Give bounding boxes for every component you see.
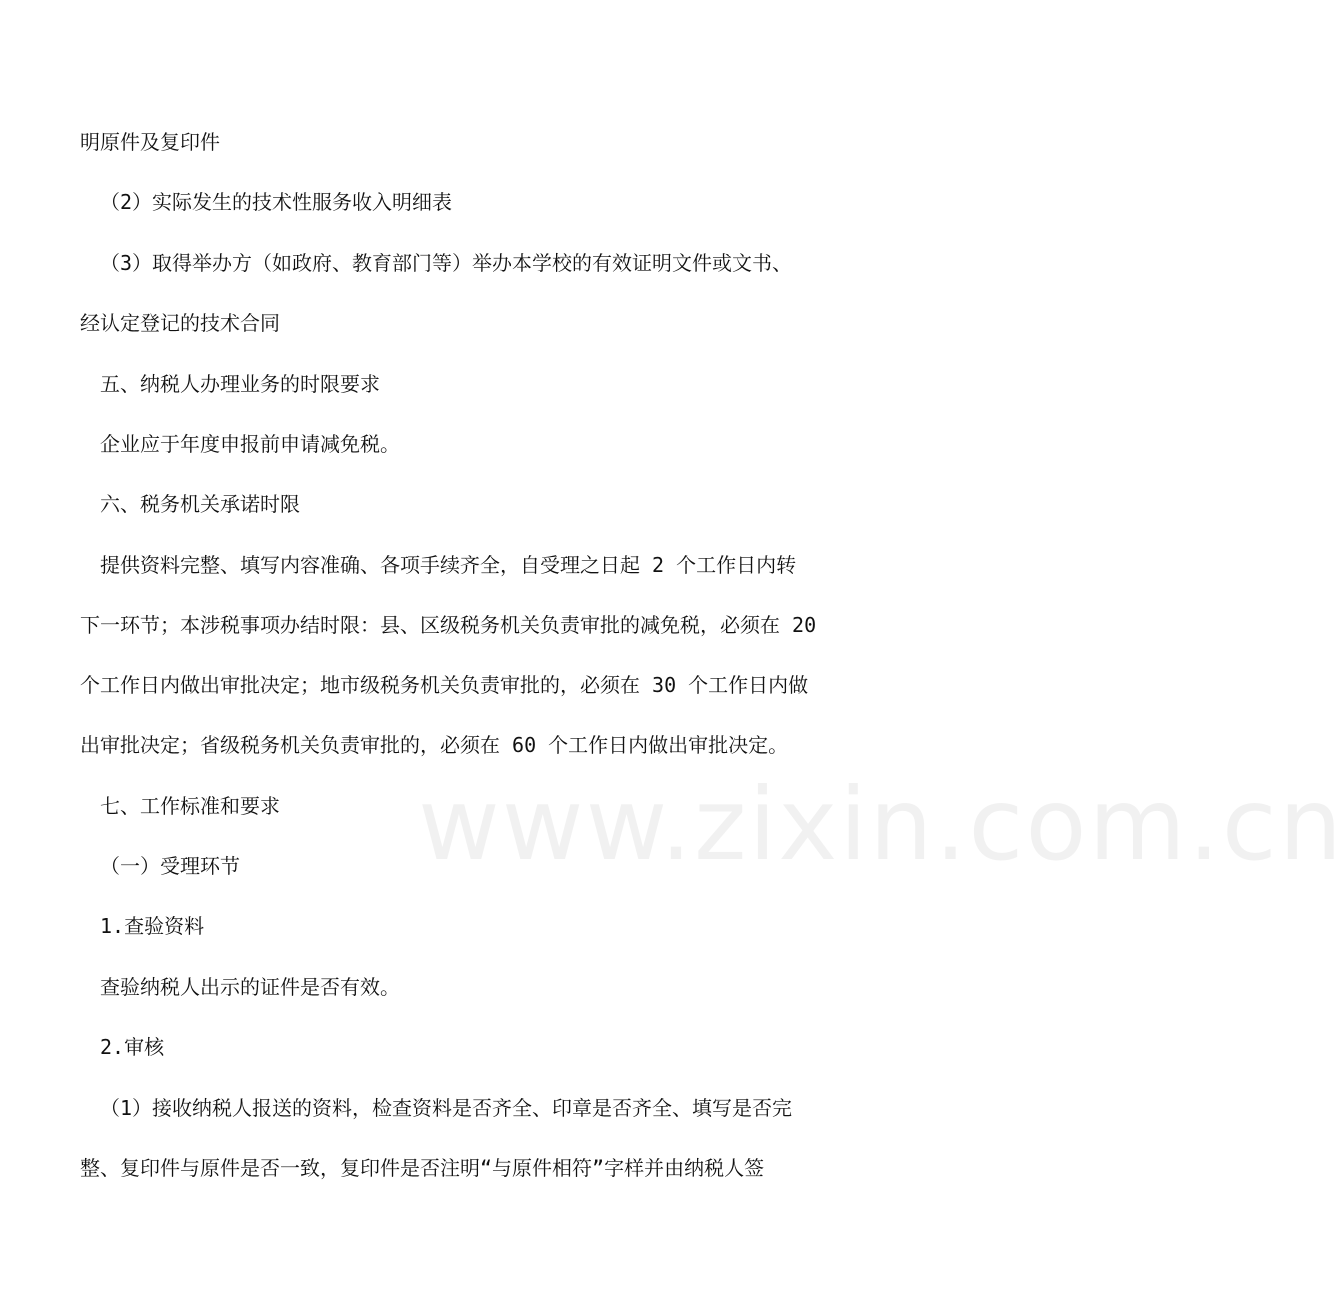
text-line: 明原件及复印件 [80,130,220,154]
item-heading: 2.审核 [100,1035,165,1059]
text-line: 企业应于年度申报前申请减免税。 [100,432,400,456]
subsection-heading: （一）受理环节 [100,854,240,878]
text-line: 整、复印件与原件是否一致，复印件是否注明“与原件相符”字样并由纳税人签 [80,1156,765,1180]
text-line: 提供资料完整、填写内容准确、各项手续齐全，自受理之日起 2 个工作日内转 [100,553,797,577]
section-heading: 五、纳税人办理业务的时限要求 [100,372,380,396]
item-heading: 1.查验资料 [100,914,205,938]
watermark: www.zixin.com.cn [418,766,1344,883]
text-line: （1）接收纳税人报送的资料，检查资料是否齐全、印章是否齐全、填写是否完 [100,1096,793,1120]
text-line: （2）实际发生的技术性服务收入明细表 [100,190,453,214]
text-line: 经认定登记的技术合同 [80,311,280,335]
text-line: 下一环节；本涉税事项办结时限：县、区级税务机关负责审批的减免税，必须在 20 [80,613,817,637]
text-line: 查验纳税人出示的证件是否有效。 [100,975,400,999]
text-line: 出审批决定；省级税务机关负责审批的，必须在 60 个工作日内做出审批决定。 [80,733,789,757]
text-line: （3）取得举办方（如政府、教育部门等）举办本学校的有效证明文件或文书、 [100,251,793,275]
section-heading: 六、税务机关承诺时限 [100,492,300,516]
text-line: 个工作日内做出审批决定；地市级税务机关负责审批的，必须在 30 个工作日内做 [80,673,809,697]
section-heading: 七、工作标准和要求 [100,794,280,818]
